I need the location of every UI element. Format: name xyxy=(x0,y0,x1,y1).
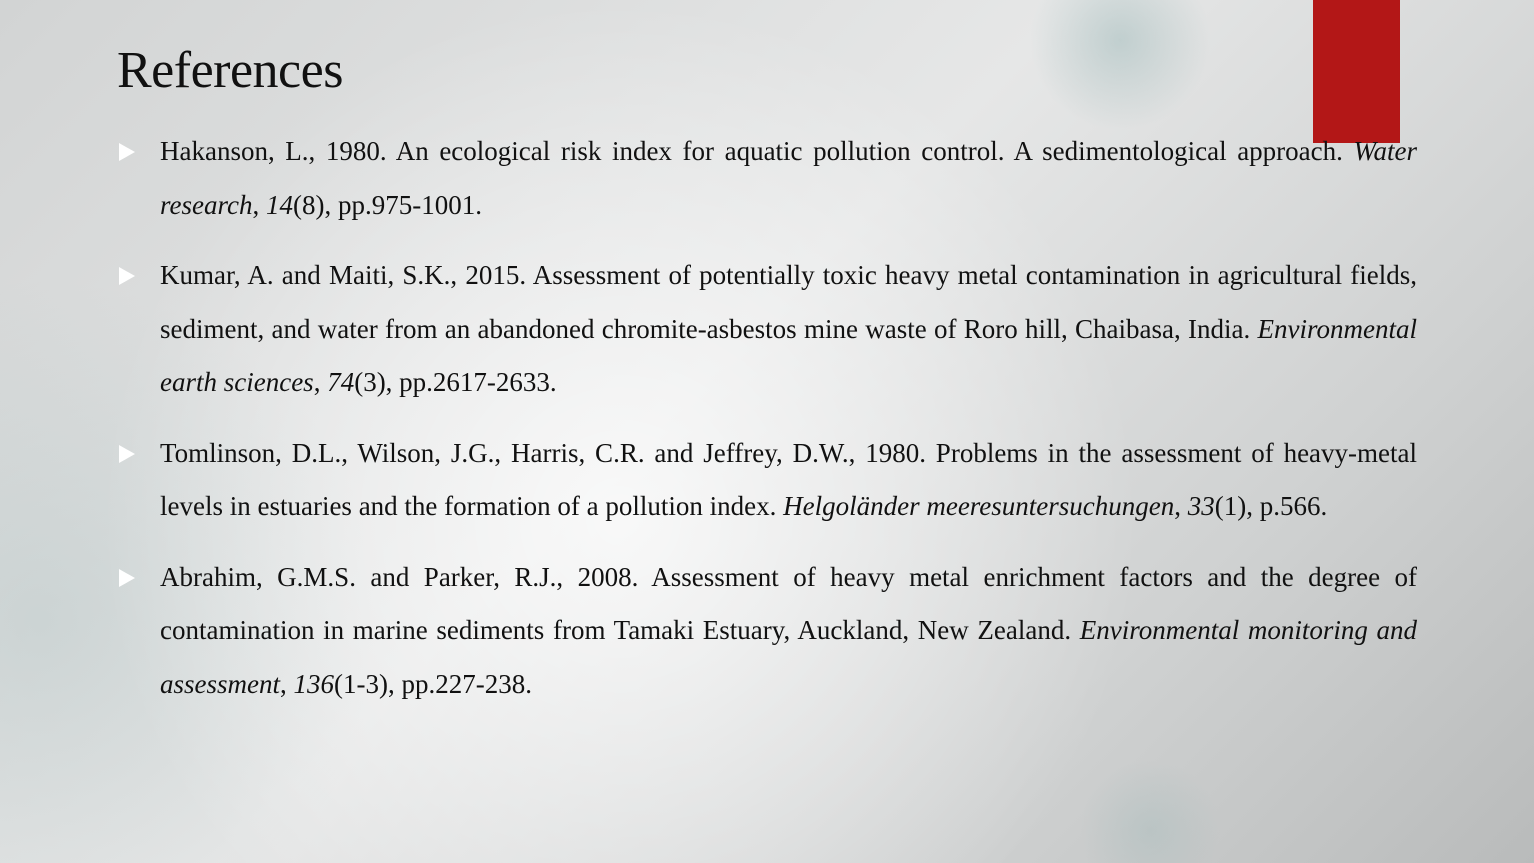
reference-volume: 74 xyxy=(327,367,355,397)
reference-issue-pages: (3), pp.2617-2633. xyxy=(354,367,557,397)
reference-authors-title: Tomlinson, D.L., Wilson, J.G., Harris, C.R. and Jeffrey, D.W., 1980. Problems in the assessment of heavy-metal levels in estuaries and the formation of a pollution index. xyxy=(160,437,1417,521)
reference-text xyxy=(160,562,1417,699)
reference-list xyxy=(117,125,1417,728)
reference-text xyxy=(160,136,1417,220)
reference-text xyxy=(160,438,1417,522)
triangle-bullet-icon xyxy=(119,569,135,587)
triangle-bullet-icon xyxy=(119,267,135,285)
reference-item xyxy=(117,249,1417,410)
reference-item xyxy=(117,551,1417,712)
reference-issue-pages: (1-3), pp.227-238. xyxy=(334,668,532,699)
reference-text xyxy=(160,260,1417,397)
reference-authors-title: Kumar, A. and Maiti, S.K., 2015. Assessment of potentially toxic heavy metal contamination in agricultural fields, sediment, and water from an abandoned chromite-asbestos mine waste of Roro hill, Chaibasa, India. xyxy=(160,260,1417,344)
reference-volume: 33 xyxy=(1187,491,1215,521)
reference-item xyxy=(117,125,1417,232)
accent-tab xyxy=(1313,0,1400,143)
reference-journal: Environmental earth sciences xyxy=(160,313,1417,397)
reference-issue-pages: (1), p.566. xyxy=(1214,491,1328,521)
triangle-bullet-icon xyxy=(119,445,135,463)
slide-title: References xyxy=(117,42,343,99)
reference-separator: , xyxy=(313,367,328,397)
reference-separator: , xyxy=(1174,491,1188,521)
reference-journal: Environmental monitoring and assessment xyxy=(160,615,1417,699)
reference-volume: 14 xyxy=(265,189,293,220)
reference-issue-pages: (8), pp.975-1001. xyxy=(292,189,482,220)
reference-journal: Helgoländer meeresuntersuchungen xyxy=(783,491,1175,521)
reference-item xyxy=(117,427,1417,534)
reference-separator: , xyxy=(252,189,266,220)
reference-journal: Water research xyxy=(160,136,1417,220)
triangle-bullet-icon xyxy=(119,143,135,161)
reference-authors-title: Abrahim, G.M.S. and Parker, R.J., 2008. Assessment of heavy metal enrichment factors and the degree of contamination in marine sediments from Tamaki Estuary, Auckland, New Zealand. xyxy=(160,561,1417,645)
reference-authors-title: Hakanson, L., 1980. An ecological risk index for aquatic pollution control. A sedimentological approach. xyxy=(160,136,1354,166)
reference-volume: 136 xyxy=(293,668,334,699)
reference-separator: , xyxy=(280,668,294,699)
